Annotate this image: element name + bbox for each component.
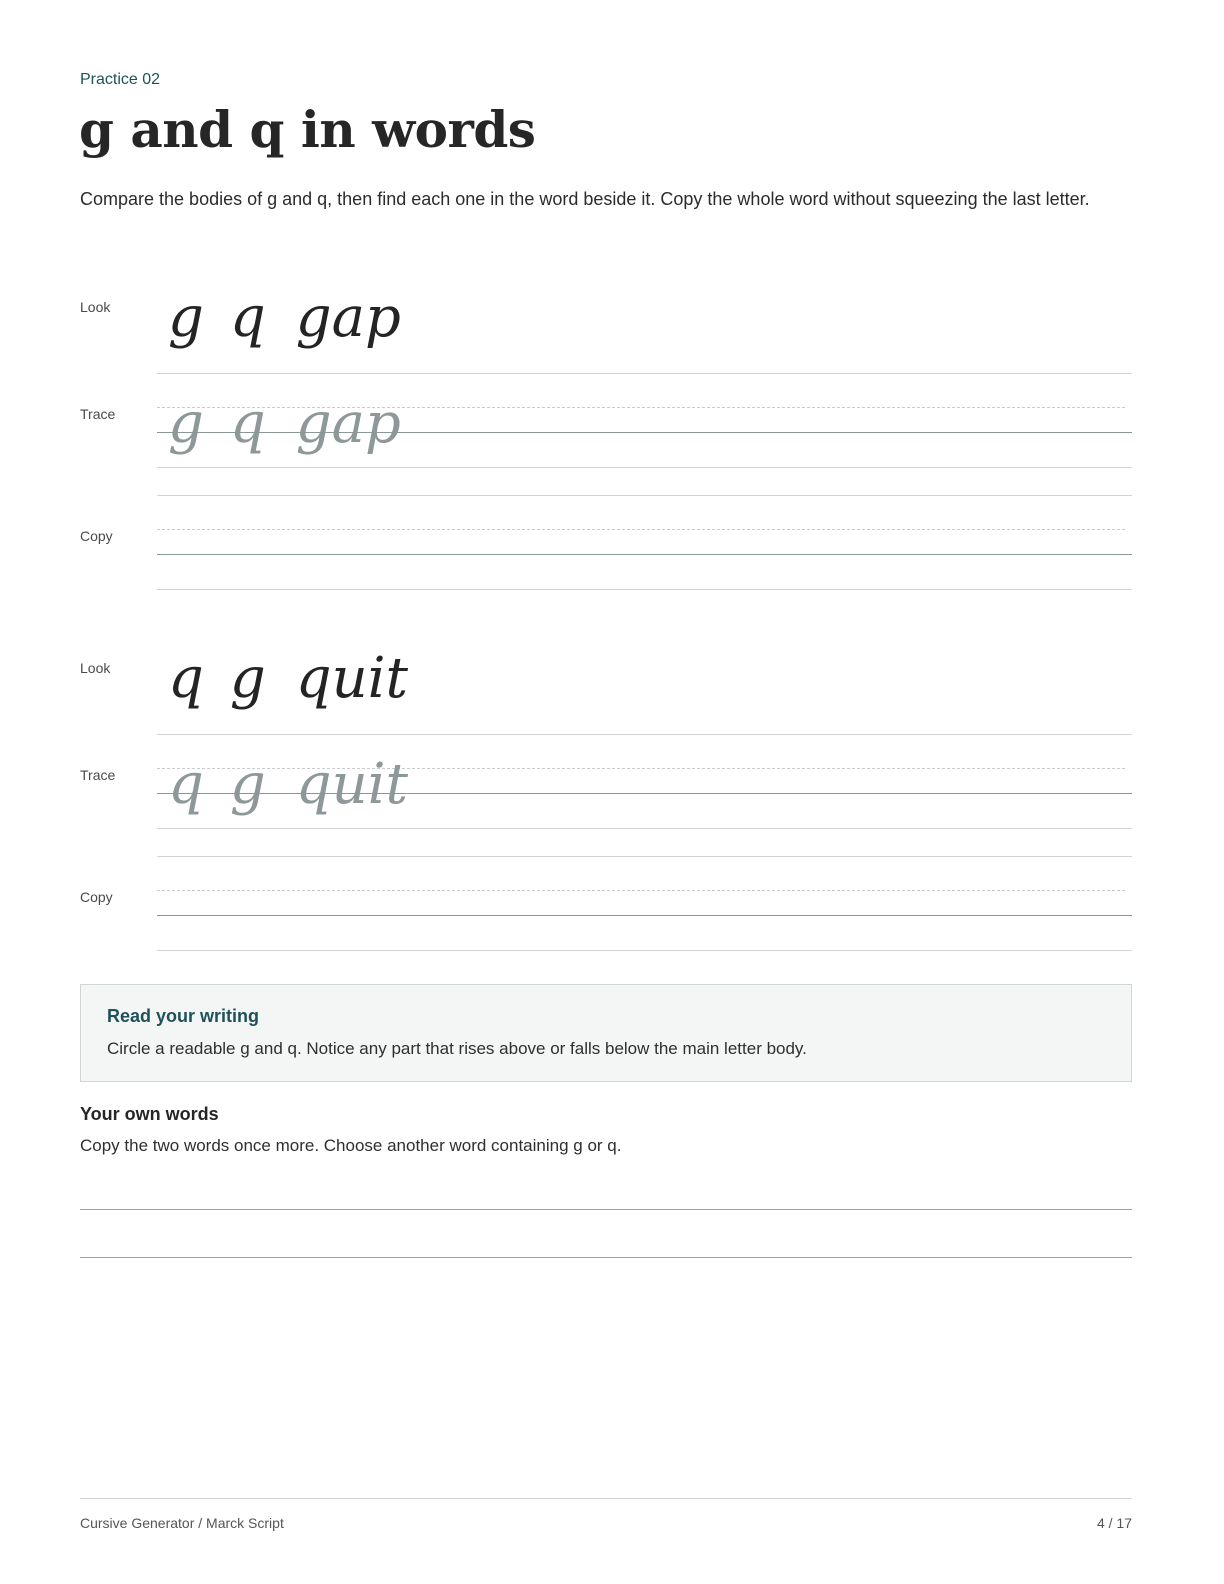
trace-word: gap	[295, 391, 401, 456]
page-number: 4 / 17	[1096, 1515, 1132, 1531]
trace-baseline	[157, 793, 1132, 794]
copy-label: Copy	[80, 889, 113, 905]
copy-midline	[157, 529, 1125, 530]
trace-baseline	[157, 432, 1132, 433]
own-words-title: Your own words	[80, 1104, 219, 1124]
copy-baseline[interactable]	[157, 915, 1132, 916]
look-baseline	[157, 373, 1132, 374]
look-label: Look	[80, 299, 111, 315]
sample-word: quit	[295, 646, 409, 711]
own-words-instructions: Copy the two words once more. Choose another word containing g or q.	[80, 1136, 622, 1155]
trace-label: Trace	[80, 406, 116, 422]
copy-top-line	[157, 856, 1132, 857]
trace-sample[interactable]	[168, 752, 409, 817]
look-sample	[168, 646, 409, 711]
copy-descender-line	[157, 950, 1132, 951]
sample-letter-2: q	[229, 285, 266, 350]
trace-letter-2: q	[229, 391, 266, 456]
intro-text: Compare the bodies of g and q, then find each one in the word beside it. Copy the whole word without squeezing the last letter.	[80, 189, 1090, 209]
copy-midline	[157, 890, 1125, 891]
sample-letter-2: g	[229, 646, 266, 711]
eyebrow-label: Practice 02	[80, 71, 161, 88]
copy-top-line	[157, 495, 1132, 496]
callout-body: Circle a readable g and q. Notice any part that rises above or falls below the main letter body.	[107, 1039, 807, 1058]
callout-title: Read your writing	[107, 1006, 260, 1026]
trace-letter-2: g	[229, 752, 266, 817]
sample-word: gap	[295, 285, 401, 350]
trace-descender-line	[157, 467, 1132, 468]
trace-sample[interactable]	[168, 391, 401, 456]
look-label: Look	[80, 660, 111, 676]
trace-word: quit	[295, 752, 409, 817]
read-your-writing-callout	[80, 984, 1132, 1082]
copy-baseline[interactable]	[157, 554, 1132, 555]
trace-letter-1: q	[168, 752, 204, 817]
sample-letter-1: g	[168, 285, 204, 350]
copy-descender-line	[157, 589, 1132, 590]
trace-label: Trace	[80, 767, 116, 783]
copy-label: Copy	[80, 528, 113, 544]
page-title: g and q in words	[79, 100, 536, 159]
trace-descender-line	[157, 828, 1132, 829]
look-baseline	[157, 734, 1132, 735]
footer-source: Cursive Generator / Marck Script	[80, 1515, 284, 1531]
own-words-line-1[interactable]	[80, 1209, 1132, 1210]
own-words-line-2[interactable]	[80, 1257, 1132, 1258]
footer-rule	[80, 1498, 1132, 1499]
sample-letter-1: q	[168, 646, 204, 711]
trace-letter-1: g	[168, 391, 204, 456]
